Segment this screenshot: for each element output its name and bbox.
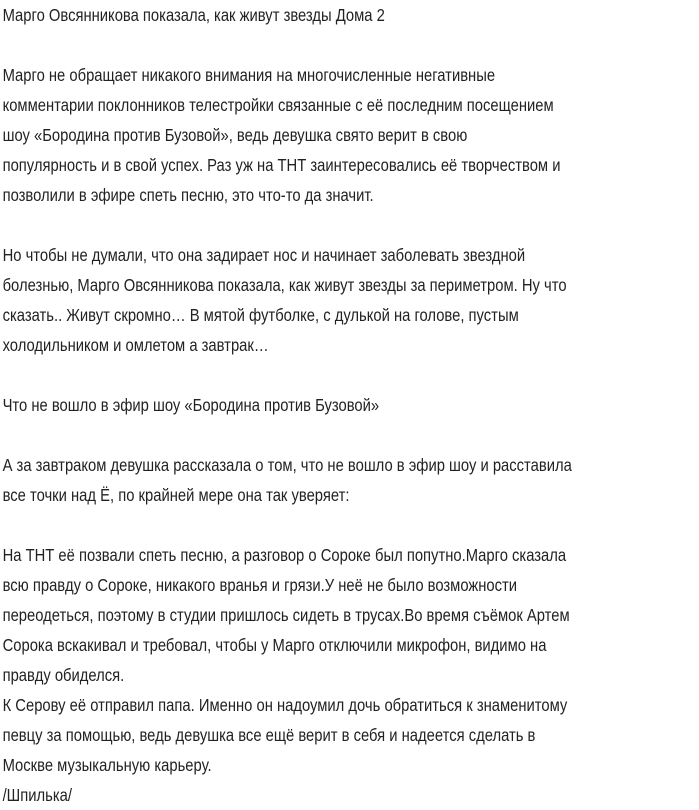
text-line: популярность и в свой успех. Раз уж на ТНТ заинтересовались её творчеством и <box>2 155 561 175</box>
text-line: болезнью, Марго Овсянникова показала, как живут звезды за периметром. Ну что <box>2 275 567 295</box>
paragraph-intro <box>3 60 699 210</box>
text-line: холодильником и омлетом а завтрак… <box>2 335 269 355</box>
text-line: Москве музыкальную карьеру. <box>2 755 212 775</box>
text-line: позволили в эфире спеть песню, это что-то да значит. <box>2 185 374 205</box>
subheading <box>3 390 699 420</box>
text-line: На ТНТ её позвали спеть песню, а разговор о Сороке был попутно.Марго сказала <box>2 545 567 565</box>
text-line: правду обиделся. <box>2 665 125 685</box>
text-line: К Серову её отправил папа. Именно он надоумил дочь обратиться к знаменитому <box>2 695 568 715</box>
text-line: комментарии поклонников телестройки связанные с её последним посещением <box>2 95 554 115</box>
article-title <box>3 0 699 30</box>
text-line: А за завтраком девушка рассказала о том, что не вошло в эфир шоу и расставила <box>2 455 572 475</box>
title-text: Марго Овсянникова показала, как живут звезды Дома 2 <box>2 5 385 25</box>
paragraph-breakfast <box>3 450 699 510</box>
subheading-text: Что не вошло в эфир шоу «Бородина против Бузовой» <box>2 395 380 415</box>
paragraph-stardom <box>3 240 699 360</box>
source-credit: /Шпилька/ <box>2 785 72 805</box>
text-line: сказать.. Живут скромно… В мятой футболке, с дулькой на голове, пустым <box>2 305 519 325</box>
text-line: певцу за помощью, ведь девушка все ещё верит в себя и надеется сделать в <box>2 725 536 745</box>
text-line: шоу «Бородина против Бузовой», ведь девушка свято верит в свою <box>2 125 468 145</box>
text-line: Марго не обращает никакого внимания на многочисленные негативные <box>2 65 496 85</box>
paragraph-details <box>3 540 699 810</box>
text-line: Сорока вскакивал и требовал, чтобы у Марго отключили микрофон, видимо на <box>2 635 547 655</box>
text-line: Но чтобы не думали, что она задирает нос и начинает заболевать звездной <box>2 245 526 265</box>
text-line: все точки над Ё, по крайней мере она так уверяет: <box>2 485 350 505</box>
text-line: переодеться, поэтому в студии пришлось сидеть в трусах.Во время съёмок Артем <box>2 605 570 625</box>
text-line: всю правду о Сороке, никакого вранья и грязи.У неё не было возможности <box>2 575 518 595</box>
